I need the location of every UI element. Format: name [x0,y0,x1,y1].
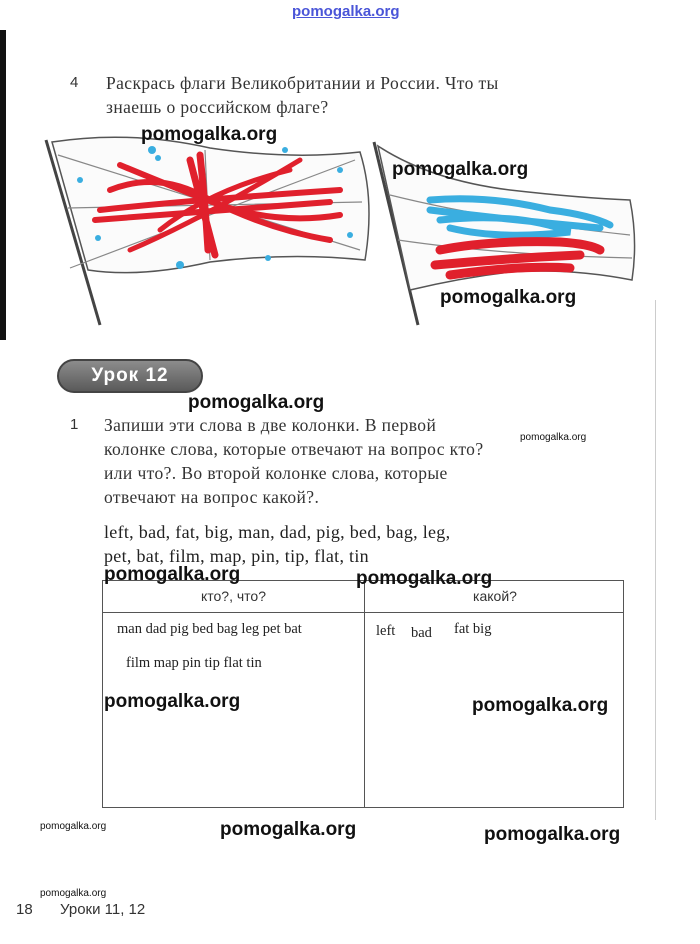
watermark-10: pomogalka.org [484,824,621,845]
table-column-divider [364,581,365,807]
task-1-number: 1 [70,416,79,433]
watermark-small-2: pomogalka.org [40,821,107,832]
watermark-3: pomogalka.org [440,287,577,308]
col-1-answer-line-2: film map pin tip flat tin [126,655,262,671]
col-2-answer-word-2: bad [411,625,432,641]
word-list-line-1: left, bad, fat, big, man, dad, pig, bed, bag, leg, [104,522,451,542]
watermark-small-1: pomogalka.org [520,432,587,443]
col-1-answer-line-1: man dad pig bed bag leg pet bat [117,621,302,637]
col-2-answer-word-1: left [376,623,396,639]
word-list-line-2: pet, bat, film, map, pin, tip, flat, tin [104,546,369,566]
uk-flag [40,130,375,330]
table-header-col-1: кто?, что? [200,588,266,604]
footer-section-title: Уроки 11, 12 [60,901,146,918]
table-header-col-2: какой? [473,588,517,604]
watermark-9: pomogalka.org [220,819,357,840]
watermark-6: pomogalka.org [356,568,493,589]
table-header-line [103,612,623,613]
task-4-line-1: Раскрась флаги Великобритании и России. Что ты [106,73,499,93]
task-1-line-1: Запиши эти слова в две колонки. В первой [104,415,437,435]
page-number: 18 [16,901,33,918]
task-1-line-3: или что?. Во второй колонке слова, которые [104,463,448,483]
watermark-2: pomogalka.org [392,159,529,180]
col-2-answer-word-3: fat big [454,621,492,637]
task-1-line-4: отвечают на вопрос какой?. [104,487,320,507]
watermark-7: pomogalka.org [104,691,241,712]
lesson-title: Урок 12 [57,359,203,393]
watermark-1: pomogalka.org [141,124,278,145]
page-edge [0,30,6,340]
watermark-8: pomogalka.org [472,695,609,716]
watermark-5: pomogalka.org [104,564,241,585]
watermark-top-link[interactable]: pomogalka.org [292,3,400,20]
task-4-number: 4 [70,74,79,91]
page-edge-right [655,300,656,820]
watermark-4: pomogalka.org [188,392,325,413]
task-4-line-2: знаешь о российском флаге? [106,97,329,117]
watermark-small-3: pomogalka.org [40,888,107,899]
task-1-line-2: колонке слова, которые отвечают на вопрос кто? [104,439,484,459]
